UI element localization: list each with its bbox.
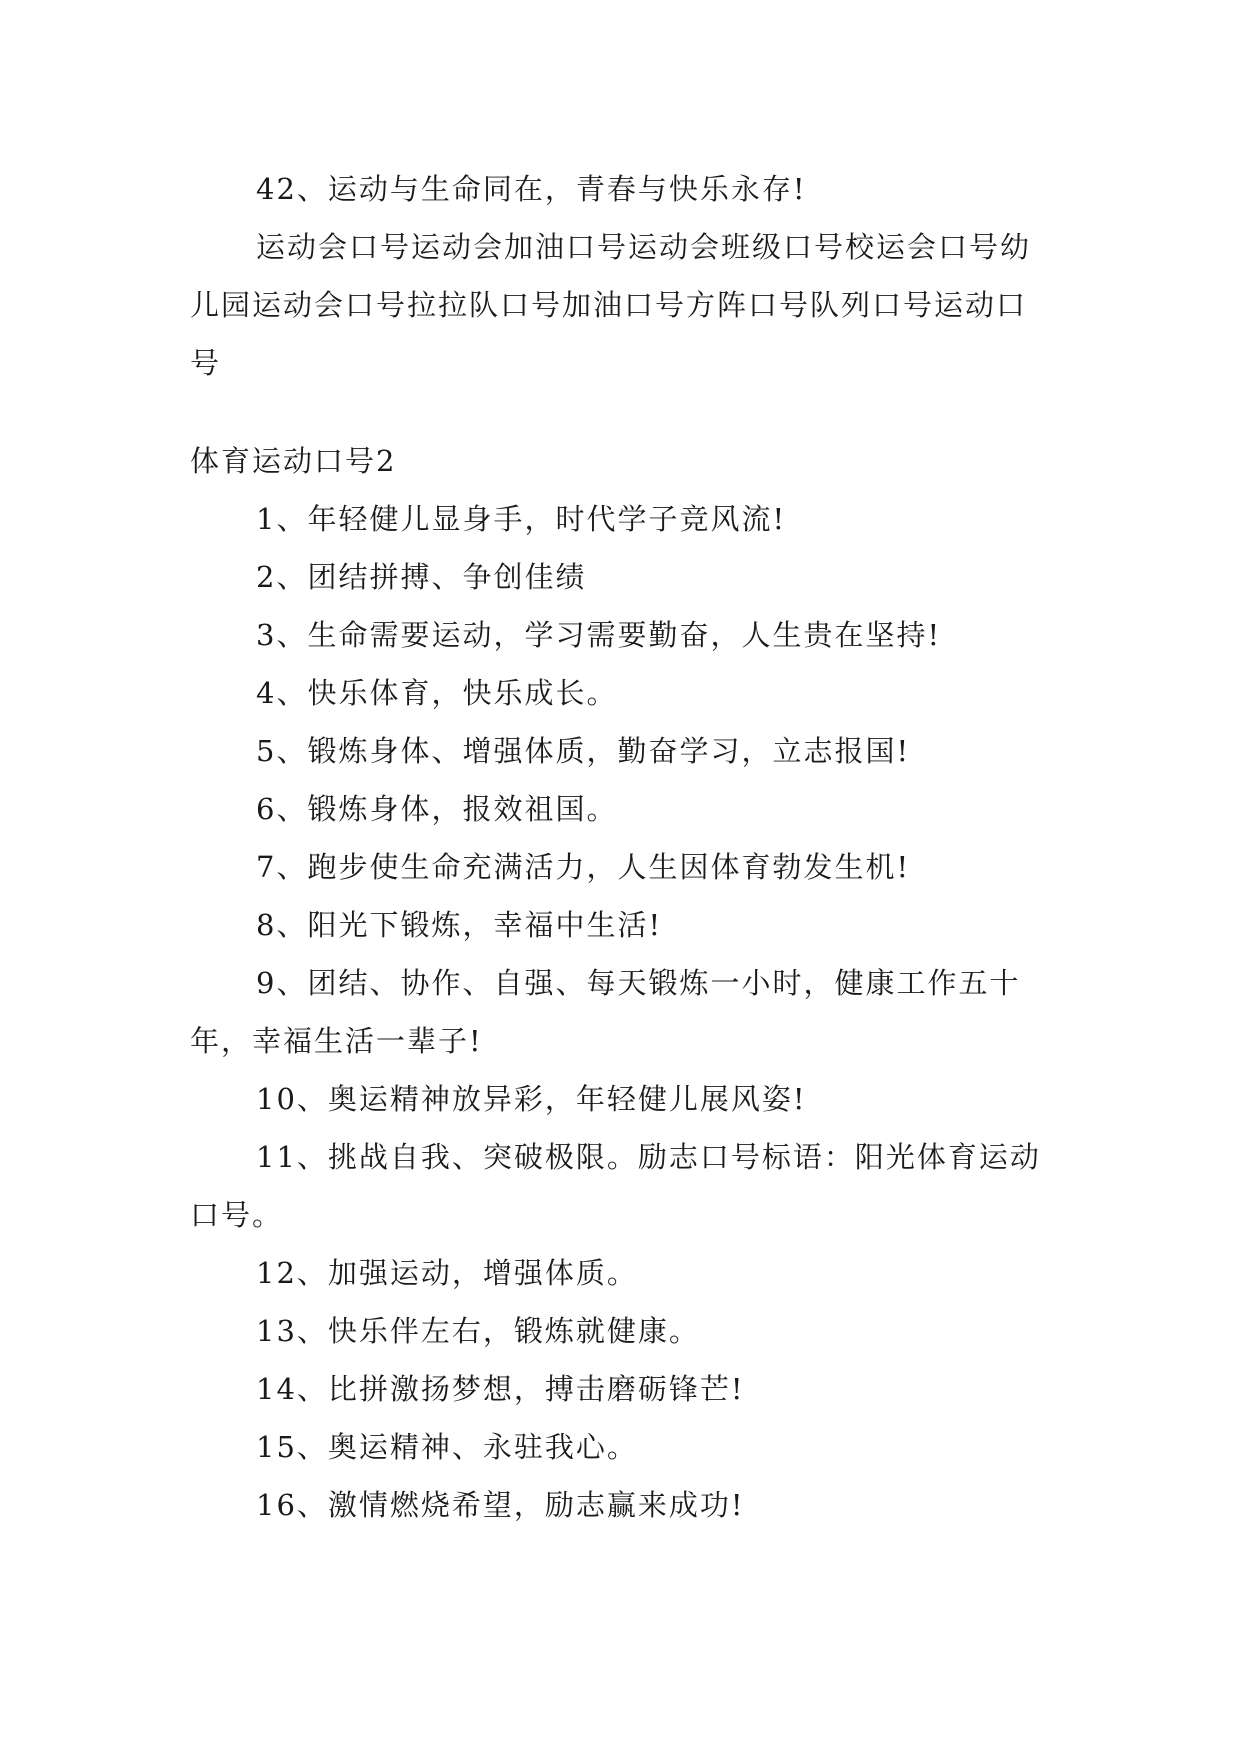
slogan-1: 1、年轻健儿显身手，时代学子竞风流!: [256, 502, 787, 536]
keywords-paragraph: 运动会口号运动会加油口号运动会班级口号校运会口号幼儿园运动会口号拉拉队口号加油口号方阵口号队列口号运动口号: [190, 230, 1032, 380]
slogan-42: 42、运动与生命同在，青春与快乐永存!: [256, 172, 807, 206]
slogan-6: 6、锻炼身体，报效祖国。: [256, 792, 618, 826]
document-page: [190, 160, 1050, 1534]
section-heading: 体育运动口号2: [190, 444, 397, 478]
slogan-11: 11、挑战自我、突破极限。励志口号标语：阳光体育运动口号。: [190, 1140, 1041, 1232]
slogan-13: 13、快乐伴左右，锻炼就健康。: [256, 1314, 700, 1348]
slogan-2: 2、团结拼搏、争创佳绩: [256, 560, 587, 594]
slogan-10: 10、奥运精神放异彩，年轻健儿展风姿!: [256, 1082, 807, 1116]
slogan-12: 12、加强运动，增强体质。: [256, 1256, 638, 1290]
slogan-4: 4、快乐体育，快乐成长。: [256, 676, 618, 710]
slogan-9: 9、团结、协作、自强、每天锻炼一小时，健康工作五十年，幸福生活一辈子!: [190, 966, 1021, 1058]
slogan-16: 16、激情燃烧希望，励志赢来成功!: [256, 1488, 745, 1522]
slogan-5: 5、锻炼身体、增强体质，勤奋学习，立志报国!: [256, 734, 911, 768]
slogan-8: 8、阳光下锻炼，幸福中生活!: [256, 908, 663, 942]
section-spacer: [190, 392, 1050, 432]
slogan-15: 15、奥运精神、永驻我心。: [256, 1430, 638, 1464]
slogan-3: 3、生命需要运动，学习需要勤奋，人生贵在坚持!: [256, 618, 942, 652]
slogan-14: 14、比拼激扬梦想，搏击磨砺锋芒!: [256, 1372, 745, 1406]
slogan-7: 7、跑步使生命充满活力，人生因体育勃发生机!: [256, 850, 911, 884]
